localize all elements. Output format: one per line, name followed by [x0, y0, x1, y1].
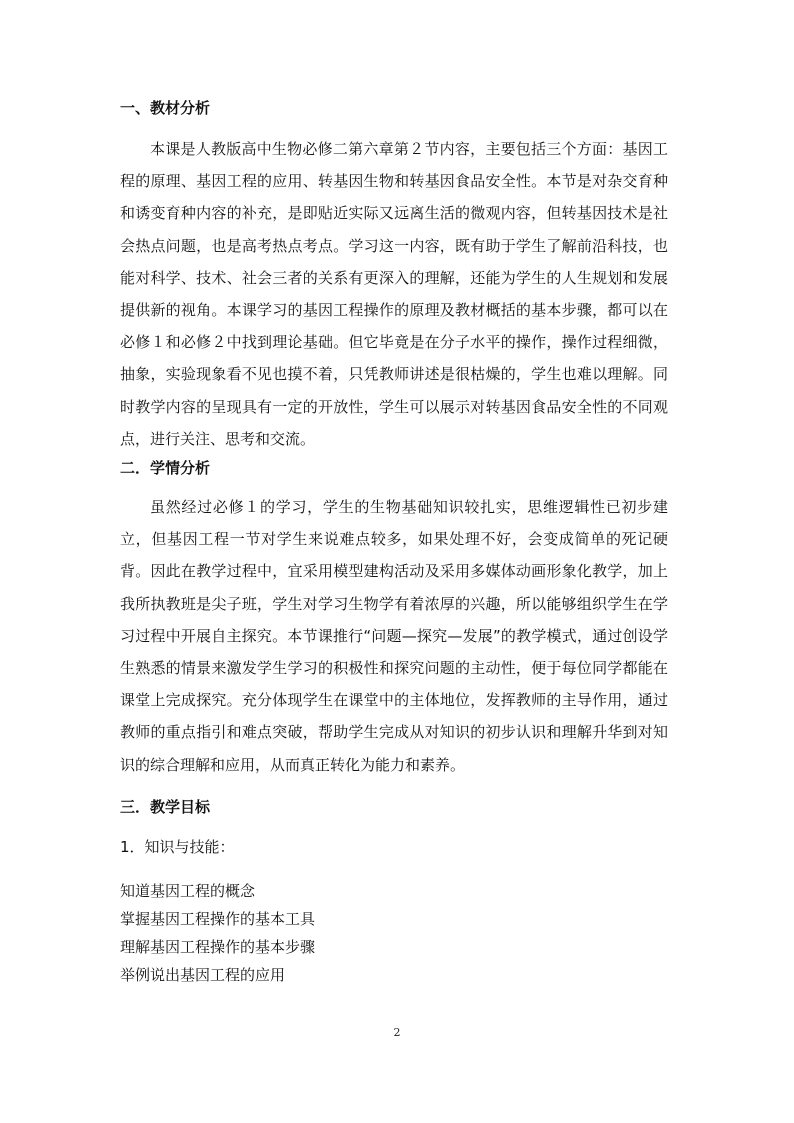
page-number: 2	[393, 1026, 401, 1039]
section-heading-student-analysis: 二．学情分析	[120, 459, 211, 477]
section-heading-teaching-objectives: 三．教学目标	[120, 798, 211, 816]
list-item: 理解基因工程操作的基本步骤	[120, 938, 316, 956]
list-item: 举例说出基因工程的应用	[120, 966, 286, 984]
list-item: 知道基因工程的概念	[120, 882, 256, 900]
knowledge-skills-subheading: 1．知识与技能：	[120, 838, 235, 856]
list-item: 掌握基因工程操作的基本工具	[120, 910, 316, 928]
textbook-analysis-paragraph: 本课是人教版高中生物必修二第六章第２节内容，主要包括三个方面：基因工程的原理、基因工程的应用、转基因生物和转基因食品安全性。本节是对杂交育种和诱变育种内容的补充，是即贴近实际又远离生活的微观内容，但转基因技术是社会热点问题，也是高考热点考点。学习这一内容，既有助于学生了解前沿科技，也能对科学、技术、社会三者的关系有更深入的理解，还能为学生的人生规划和发展提供新的视角。本课学习的基因工程操作的原理及教材概括的基本步骤，都可以在必修１和必修２中找到理论基础。但它毕竟是在分子水平的操作，操作过程细微，抽象，实验现象看不见也摸不着，只凭教师讲述是很枯燥的，学生也难以理解。同时教学内容的呈现具有一定的开放性，学生可以展示对转基因食品安全性的不同观点，进行关注、思考和交流。	[120, 140, 668, 448]
student-analysis-paragraph: 虽然经过必修１的学习，学生的生物基础知识较扎实，思维逻辑性已初步建立，但基因工程一节对学生来说难点较多，如果处理不好，会变成简单的死记硬背。因此在教学过程中，宜采用模型建构活动及采用多媒体动画形象化教学，加上我所执教班是尖子班，学生对学习生物学有着浓厚的兴趣，所以能够组织学生在学习过程中开展自主探究。本节课推行“问题—探究—发展”的教学模式，通过创设学生熟悉的情景来激发学生学习的积极性和探究问题的主动性，便于每位同学都能在课堂上完成探究。充分体现学生在课堂中的主体地位，发挥教师的主导作用，通过教师的重点指引和难点突破，帮助学生完成从对知识的初步认识和理解升华到对知识的综合理解和应用，从而真正转化为能力和素养。	[120, 498, 668, 774]
section-heading-textbook-analysis: 一、教材分析	[120, 99, 211, 117]
objectives-list	[120, 877, 315, 989]
